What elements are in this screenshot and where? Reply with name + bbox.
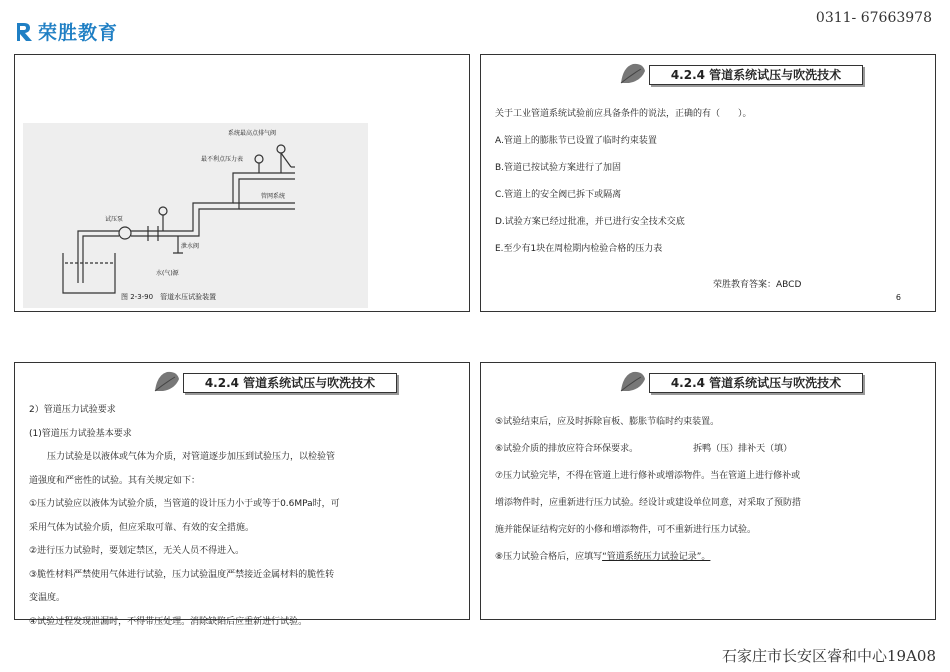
section-title: 4.2.4 管道系统试压与吹洗技术 bbox=[183, 373, 397, 393]
option-c: C.管道上的安全阀已拆下或隔离 bbox=[495, 190, 622, 200]
text-line: 道强度和严密性的试验。其有关规定如下： bbox=[29, 475, 201, 486]
footer-address: 石家庄市长安区睿和中心19A08 bbox=[721, 647, 936, 665]
label-low-gauge: 最不利点压力表 bbox=[201, 156, 244, 163]
question-body bbox=[495, 101, 925, 263]
option-a: A.管道上的膨胀节已设置了临时约束装置 bbox=[495, 136, 657, 146]
label-top-vent: 系统最高点排气阀 bbox=[228, 130, 277, 137]
question-stem: 关于工业管道系统试验前应具备条件的说法，正确的有（ ）。 bbox=[495, 109, 752, 119]
text-line: 采用气体为试验介质，但应采取可靠、有效的安全措施。 bbox=[29, 522, 255, 533]
label-tank: 水(气)源 bbox=[156, 270, 179, 277]
text-line: ①压力试验应以液体为试验介质，当管道的设计压力小于或等于0.6MPa时，可 bbox=[29, 499, 340, 509]
option-d: D.试验方案已经过批准，并已进行安全技术交底 bbox=[495, 217, 685, 227]
label-system: 管网系统 bbox=[261, 193, 286, 200]
underlined-text: “管道系统压力试验记录”。 bbox=[602, 552, 711, 562]
page-number: 6 bbox=[895, 293, 901, 302]
requirements-body bbox=[29, 399, 459, 634]
text-line: (1)管道压力试验基本要求 bbox=[29, 428, 132, 439]
label-pump: 试压泵 bbox=[105, 216, 124, 223]
text-line: 压力试验是以液体或气体为介质，对管道逐步加压到试验压力，以检验管 bbox=[47, 452, 336, 462]
brand-logo bbox=[14, 18, 118, 45]
brand-name: 荣胜教育 bbox=[38, 22, 119, 44]
text-segment: ⑥试验介质的排放应符合环保要求。 bbox=[495, 444, 639, 454]
handwritten-note: 拆鸭（压）排补天（填） bbox=[693, 444, 793, 454]
decorative-leaf-icon bbox=[619, 61, 647, 87]
brand-logo-icon bbox=[14, 21, 36, 43]
slide-header bbox=[481, 373, 935, 397]
slide-question bbox=[480, 54, 936, 312]
text-line bbox=[495, 544, 925, 571]
figure-caption: 图 2-3-90 管道水压试验装置 bbox=[121, 293, 217, 301]
pressure-test-diagram bbox=[23, 123, 368, 308]
text-segment: ⑧压力试验合格后，应填写 bbox=[495, 552, 603, 562]
text-line: 2）管道压力试验要求 bbox=[29, 405, 116, 415]
text-line: ③脆性材料严禁使用气体进行试验，压力试验温度严禁接近金属材料的脆性转 bbox=[29, 569, 335, 580]
section-title: 4.2.4 管道系统试压与吹洗技术 bbox=[649, 373, 863, 393]
text-line: ②进行压力试验时，要划定禁区，无关人员不得进入。 bbox=[29, 546, 245, 556]
text-line: ④试验过程发现泄漏时，不得带压处理。消除缺陷后应重新进行试验。 bbox=[29, 616, 308, 627]
slide-diagram bbox=[14, 54, 470, 312]
slide-header bbox=[15, 373, 469, 397]
requirements-body-2 bbox=[495, 409, 925, 571]
option-e: E.至少有1块在周检期内检验合格的压力表 bbox=[495, 244, 663, 254]
text-line: ⑤试验结束后，应及时拆除盲板、膨胀节临时约束装置。 bbox=[495, 417, 720, 427]
section-title: 4.2.4 管道系统试压与吹洗技术 bbox=[649, 65, 863, 85]
slide-requirements-continued bbox=[480, 362, 936, 620]
phone-number: 0311- 67663978 bbox=[815, 10, 932, 26]
text-line: 施并能保证结构完好的小修和增添物件，可不重新进行压力试验。 bbox=[495, 525, 757, 535]
pressure-test-drawing bbox=[23, 123, 368, 308]
label-drain: 泄水阀 bbox=[181, 243, 200, 250]
answer-text: 荣胜教育答案：ABCD bbox=[713, 280, 802, 290]
text-line: 增添物件时，应重新进行压力试验。经设计或建设单位同意，对采取了预防措 bbox=[495, 498, 802, 508]
text-line: ⑦压力试验完毕，不得在管道上进行修补或增添物件。当在管道上进行修补或 bbox=[495, 471, 801, 481]
text-line bbox=[495, 436, 925, 463]
slide-header bbox=[481, 65, 935, 89]
decorative-leaf-icon bbox=[153, 369, 181, 395]
decorative-leaf-icon bbox=[619, 369, 647, 395]
text-line: 变温度。 bbox=[29, 593, 66, 603]
option-b: B.管道已按试验方案进行了加固 bbox=[495, 163, 622, 173]
slide-requirements bbox=[14, 362, 470, 627]
